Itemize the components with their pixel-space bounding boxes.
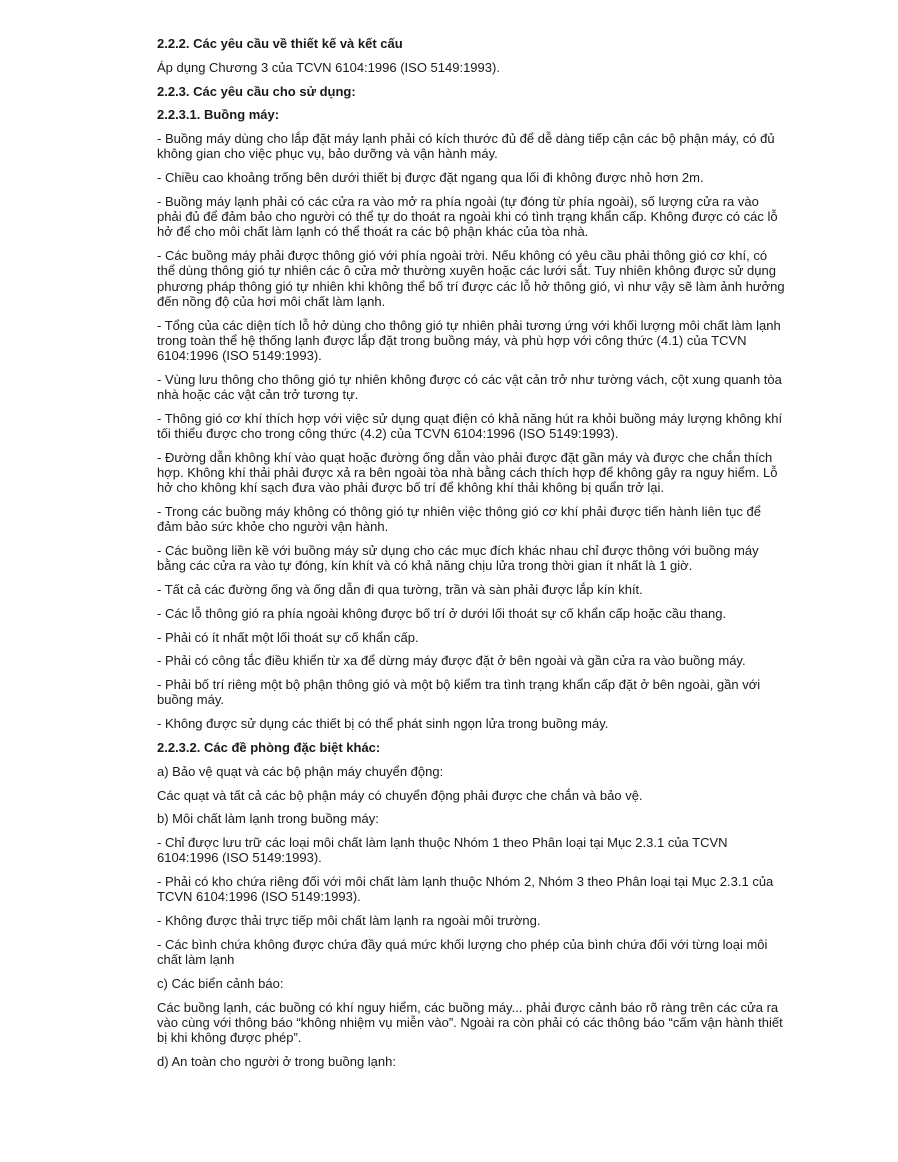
paragraph: - Trong các buồng máy không có thông gió tự nhiên việc thông gió cơ khí phải được tiến hành liên tục để đảm bảo sức khỏe cho người vận hành. [157,504,761,535]
paragraph: - Phải bố trí riêng một bộ phận thông gió và một bộ kiểm tra tình trạng khẩn cấp đặt ở bên ngoài, gần với buồng máy. [157,677,761,708]
paragraph: - Tổng của các diện tích lỗ hở dùng cho thông gió tự nhiên phải tương ứng với khối lượng môi chất làm lạnh trong toàn thể hệ thống lạnh được lắp đặt trong buồng máy, và phù hợp với công thức (4.1) của TCVN 6104:1996 (ISO 5149:1993). [157,317,781,363]
paragraph: c) Các biển cảnh báo: [157,975,284,991]
paragraph: d) An toàn cho người ở trong buồng lạnh: [157,1053,396,1069]
paragraph: - Thông gió cơ khí thích hợp với việc sử dụng quạt điện có khả năng hút ra khỏi buồng máy lượng không khí tối thiểu được cho trong công thức (4.2) của TCVN 6104:1996 (ISO 5149:1993). [157,410,783,441]
paragraph: - Phải có kho chứa riêng đối với môi chất làm lạnh thuộc Nhóm 2, Nhóm 3 theo Phân loại tại Mục 2.3.1 của TCVN 6104:1996 (ISO 5149:1993). [157,874,774,905]
paragraph: - Các lỗ thông gió ra phía ngoài không được bố trí ở dưới lối thoát sự cố khẩn cấp hoặc cầu thang. [157,605,727,621]
paragraph: - Buồng máy dùng cho lắp đặt máy lạnh phải có kích thước đủ để dễ dàng tiếp cận các bộ phận máy, có đủ không gian cho việc phục vụ, bảo dưỡng và vận hành máy. [157,131,775,162]
paragraph: - Phải có ít nhất một lối thoát sự cố khẩn cấp. [157,629,419,645]
paragraph: - Đường dẫn không khí vào quạt hoặc đường ống dẫn vào phải được đặt gần máy và được che chắn thích hợp. Không khí thải phải được xả ra bên ngoài tòa nhà bằng cách thích hợp để không gây ra nguy hiểm. Lỗ hở cho không khí sạch đưa vào phải được bố trí để không khí thải không bị quẩn trở lại. [157,449,778,496]
paragraph: - Buồng máy lạnh phải có các cửa ra vào mở ra phía ngoài (tự đóng từ phía ngoài), số lượng cửa ra vào phải đủ để đảm bảo cho người có thể tự do thoát ra ngoài khi có tình trạng khẩn cấp. Không được có các lỗ hở để cho môi chất làm lạnh có thể thoát ra các bộ phận khác của tòa nhà. [157,193,778,240]
paragraph: - Vùng lưu thông cho thông gió tự nhiên không được có các vật cản trở như tường vách, cột xung quanh tòa nhà hoặc các vật cản trở tương tự. [157,371,782,402]
section-heading: 2.2.2. Các yêu cầu về thiết kế và kết cấu [157,36,403,51]
paragraph: b) Môi chất làm lạnh trong buồng máy: [157,811,379,827]
paragraph: Các quạt và tất cả các bộ phận máy có chuyển động phải được che chắn và bảo vệ. [157,787,643,803]
paragraph: a) Bảo vệ quạt và các bộ phận máy chuyển động: [157,763,444,779]
paragraph: - Các buồng máy phải được thông gió với phía ngoài trời. Nếu không có yêu cầu phải thông gió cơ khí, có thể dùng thông gió tự nhiên các ô cửa mở thường xuyên hoặc các lưới sắt. Tuy nhiên không được sử dụng phương pháp thông gió tự nhiên khi không thể bố trí được các lỗ hở thông gió, vì như vậy sẽ làm ảnh hưởng đến nồng độ của hơi môi chất làm lạnh. [157,248,785,309]
paragraph: - Không được sử dụng các thiết bị có thể phát sinh ngọn lửa trong buồng máy. [157,716,609,732]
paragraph: - Không được thải trực tiếp môi chất làm lạnh ra ngoài môi trường. [157,913,541,929]
section-heading: 2.2.3.1. Buồng máy: [157,107,280,123]
section-heading: 2.2.3. Các yêu cầu cho sử dụng: [157,83,356,99]
paragraph: Các buồng lạnh, các buồng có khí nguy hiểm, các buồng máy... phải được cảnh báo rõ ràng trên các cửa ra vào cùng với thông báo “không nhiệm vụ miễn vào”. Ngoài ra còn phải có các thông báo “cấm vận hành thiết bị khi không được phép”. [157,999,783,1046]
section-heading: 2.2.3.2. Các đề phòng đặc biệt khác: [157,739,381,755]
document-page [157,36,785,1078]
paragraph: - Chỉ được lưu trữ các loại môi chất làm lạnh thuộc Nhóm 1 theo Phân loại tại Mục 2.3.1 của TCVN 6104:1996 (ISO 5149:1993). [157,835,728,866]
paragraph: - Các bình chứa không được chứa đầy quá mức khối lượng cho phép của bình chứa đối với từng loại môi chất làm lạnh [157,936,768,968]
paragraph: Áp dụng Chương 3 của TCVN 6104:1996 (ISO 5149:1993). [157,59,500,75]
paragraph: - Phải có công tắc điều khiển từ xa để dừng máy được đặt ở bên ngoài và gần cửa ra vào buồng máy. [157,653,746,669]
paragraph: - Các buồng liền kề với buồng máy sử dụng cho các mục đích khác nhau chỉ được thông với buồng máy bằng các cửa ra vào tự đóng, kín khít và có khả năng chịu lửa trong thời gian ít nhất là 1 giờ. [157,543,759,574]
paragraph: - Chiều cao khoảng trống bên dưới thiết bị được đặt ngang qua lối đi không được nhỏ hơn 2m. [157,170,704,186]
paragraph: - Tất cả các đường ống và ống dẫn đi qua tường, trần và sàn phải được lắp kín khít. [157,582,643,597]
